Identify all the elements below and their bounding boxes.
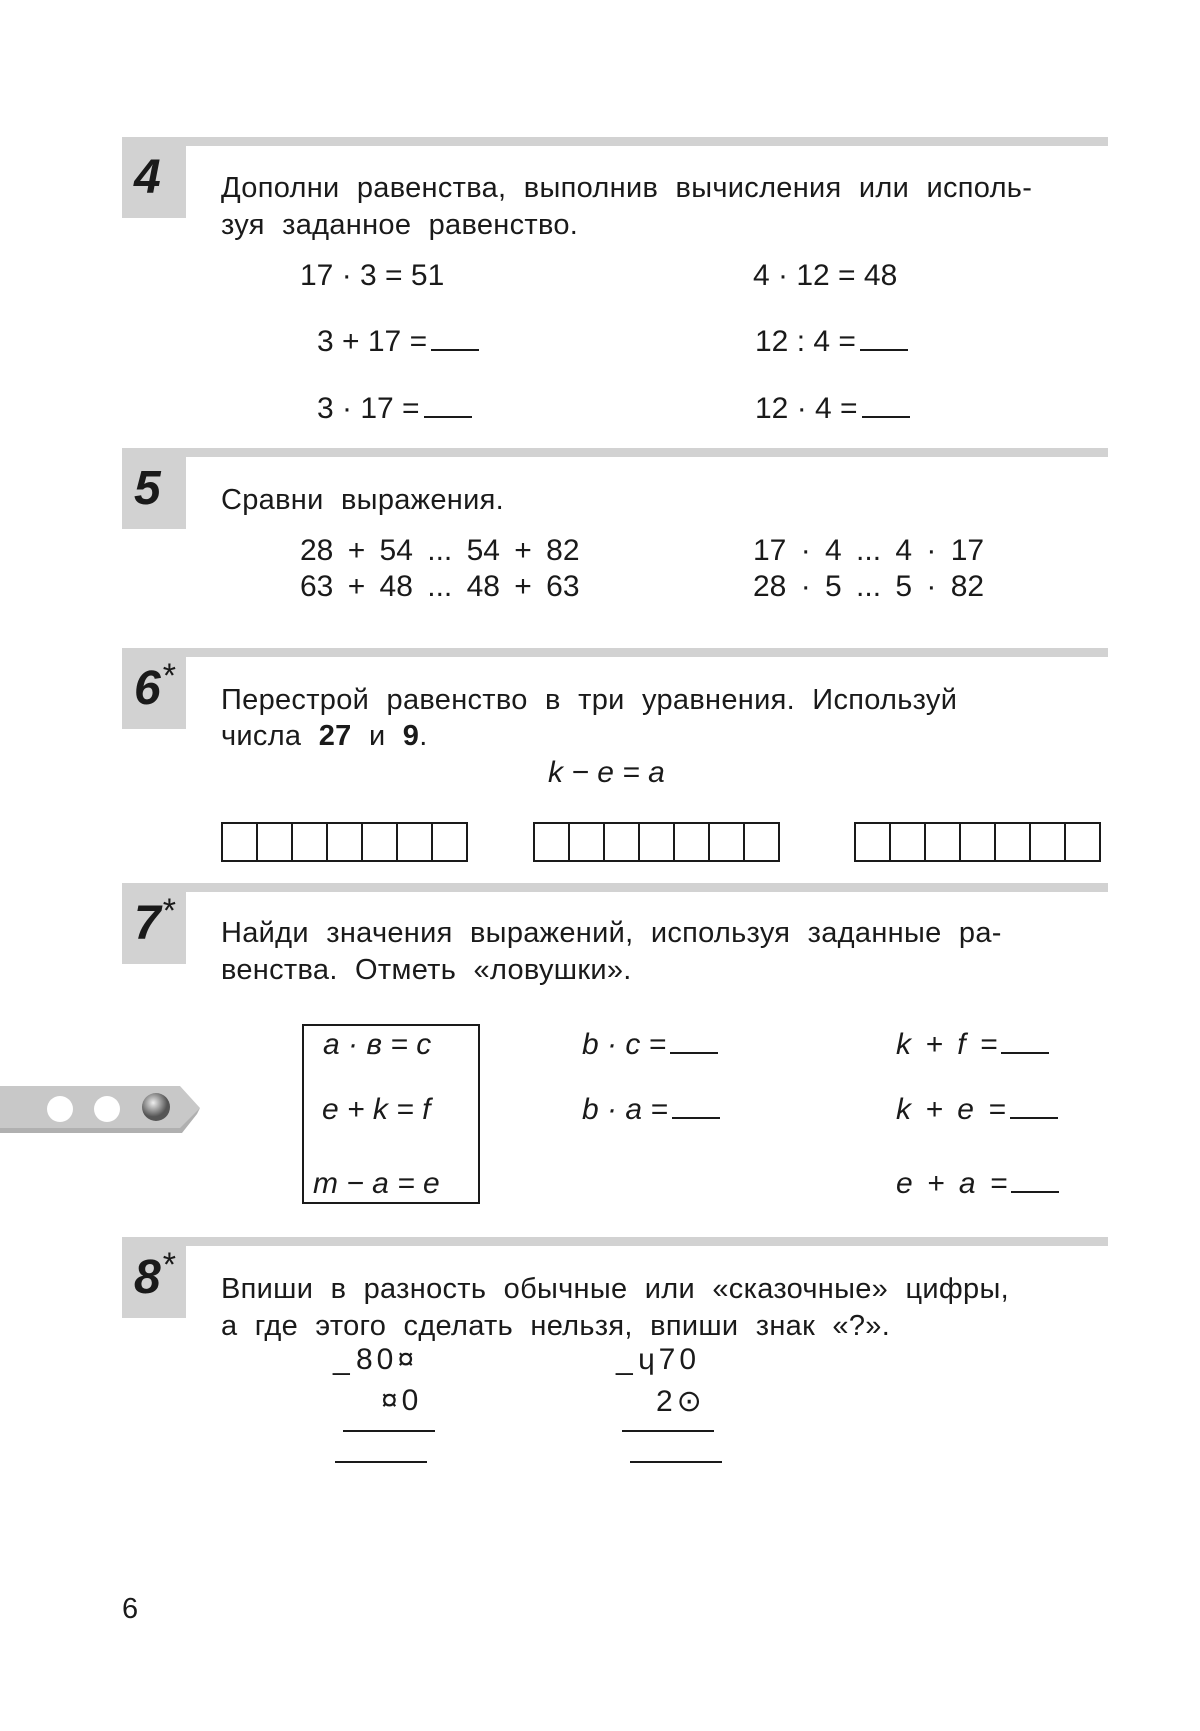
task-5-compare: 17 · 4 ... 4 · 17 [753, 534, 985, 567]
given-equality: e + k = f [322, 1093, 431, 1126]
task-4-eq: 3 · 17 = [317, 392, 472, 426]
minuend-2: ɥ70 [638, 1343, 701, 1376]
task-7-text-line1: Найди значения выражений, используя заданные ра- [221, 917, 1002, 949]
task-6-header-bar [122, 648, 1108, 657]
answer-blank[interactable] [672, 1093, 720, 1119]
answer-blank[interactable] [1010, 1093, 1058, 1119]
task-5-compare: 63 + 48 ... 48 + 63 [300, 570, 580, 603]
task-6-text-line2: числа 27 и 9. [221, 720, 428, 752]
result-line [622, 1430, 714, 1432]
task-5-number: 5 [134, 462, 161, 515]
task-7-header-bar [122, 883, 1108, 892]
task-4-eq: 3 + 17 = [317, 325, 479, 359]
task-6-text-line1: Перестрой равенство в три уравнения. Используй [221, 684, 958, 716]
empty-circle-icon [94, 1096, 120, 1122]
task-4-text-line2: зуя заданное равенство. [221, 209, 579, 241]
answer-blank[interactable] [670, 1028, 718, 1054]
task-6-formula: k − e = a [548, 756, 665, 789]
answer-blank[interactable] [424, 392, 472, 418]
answer-line[interactable] [630, 1461, 722, 1463]
answer-blank[interactable] [862, 392, 910, 418]
task-8-header-bar [122, 1237, 1108, 1246]
equation-cells[interactable] [854, 822, 1101, 862]
task-5-text: Сравни выражения. [221, 484, 504, 516]
answer-blank[interactable] [1001, 1028, 1049, 1054]
task-4-given-left: 17 · 3 = 51 [300, 259, 445, 292]
given-equality: m − a = e [313, 1167, 440, 1200]
task-4-number: 4 [134, 151, 161, 204]
task-5-compare: 28 · 5 ... 5 · 82 [753, 570, 985, 603]
subtrahend-1: ¤0 [381, 1384, 423, 1417]
progress-tab-decoration [0, 1078, 205, 1138]
task-7-expr: e + a = [896, 1167, 1059, 1201]
task-6-number: 6* [134, 657, 176, 715]
answer-line[interactable] [335, 1461, 427, 1463]
task-7-expr: k + f = [896, 1028, 1049, 1062]
task-8-text-line1: Впиши в разность обычные или «сказочные» цифры, [221, 1273, 1009, 1305]
given-equality: a · в = c [323, 1028, 432, 1061]
task-5-compare: 28 + 54 ... 54 + 82 [300, 534, 580, 567]
task-7-text-line2: венства. Отметь «ловушки». [221, 954, 632, 986]
equation-cells[interactable] [221, 822, 468, 862]
task-4-header-bar [122, 137, 1108, 146]
task-8-number: 8* [134, 1246, 176, 1304]
task-8-text-line2: а где этого сделать нельзя, впиши знак «?». [221, 1310, 891, 1342]
task-7-expr: b · c = [582, 1028, 718, 1062]
task-4-eq: 12 : 4 = [755, 325, 908, 359]
task-7-expr: k + e = [896, 1093, 1058, 1127]
answer-blank[interactable] [431, 325, 479, 351]
filled-ball-icon [142, 1093, 170, 1121]
answer-blank[interactable] [860, 325, 908, 351]
minus-sign: _ [616, 1343, 633, 1376]
subtrahend-2: 2⊙ [656, 1385, 706, 1418]
minus-sign: _ [333, 1343, 350, 1376]
result-line [343, 1430, 435, 1432]
answer-blank[interactable] [1011, 1167, 1059, 1193]
page-number: 6 [122, 1593, 139, 1625]
minuend-1: 80¤ [356, 1343, 419, 1376]
equation-cells[interactable] [533, 822, 780, 862]
task-4-eq: 12 · 4 = [755, 392, 910, 426]
task-4-text-line1: Дополни равенства, выполнив вычисления или исполь- [221, 172, 1033, 204]
task-7-number: 7* [134, 892, 176, 950]
task-7-expr: b · a = [582, 1093, 720, 1127]
empty-circle-icon [47, 1096, 73, 1122]
task-4-given-right: 4 · 12 = 48 [753, 259, 898, 292]
task-5-header-bar [122, 448, 1108, 457]
